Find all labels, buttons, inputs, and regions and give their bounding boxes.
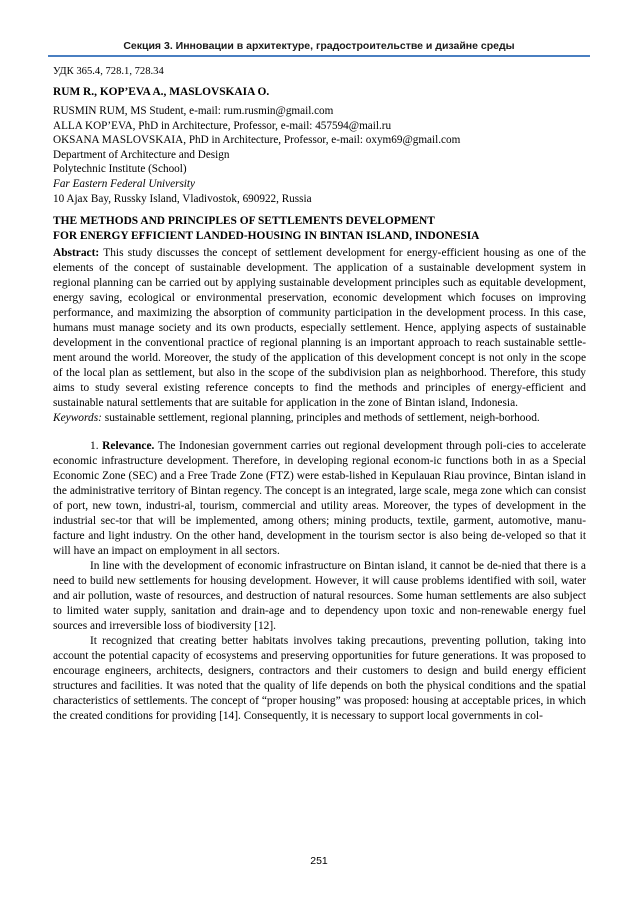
university: Far Eastern Federal University xyxy=(53,177,195,190)
article-body xyxy=(53,64,586,724)
address: 10 Ajax Bay, Russky Island, Vladivostok, 690922, Russia xyxy=(53,192,312,205)
page-number: 251 xyxy=(310,855,328,867)
running-header: Секция 3. Инновации в архитектуре, градостроительстве и дизайне среды xyxy=(123,40,515,52)
abstract-text: This study discusses the concept of settlement development for energy-efficient housing as one of the elements of the concept of sustainable development. The application of a sustainable development system in regional planning can be carried out by applying sustainable development principles such as equitable development, energy saving, ecological or environmental preservation, economic development which focuses on improving performance, and maximizing the absorption of community participation in the development process. In this case, humans must manage society and its own products, especially settlement. Hence, applying aspects of sustainable development in the conventional practice of regional planning is an important approach to reach sustainable settle-ment around the world. Moreover, the study of the application of this development concept is not only in the scope of the local plan as settlement, but also in the scope of the subdivision plan as neighborhood. Therefore, this study aims to study several existing reference concepts to find the methods and principles of energy-efficient and sustainable natural settlements that are suitable for application in the zone of Bintan island, Indonesia. xyxy=(53,247,586,410)
authors-line: RUM R., KOP’EVA A., MASLOVSKAIA O. xyxy=(53,86,270,98)
affiliation-line: OKSANA MASLOVSKAIA, PhD in Architecture, Professor, e-mail: oxym69@gmail.com xyxy=(53,134,461,147)
institute: Polytechnic Institute (School) xyxy=(53,163,187,176)
abstract xyxy=(53,246,586,411)
section-relevance xyxy=(53,439,586,724)
paper-title xyxy=(53,214,586,244)
paper-title-line-2: FOR ENERGY EFFICIENT LANDED-HOUSING IN BINTAN ISLAND, INDONESIA xyxy=(53,230,480,243)
section-heading: Relevance. xyxy=(102,440,155,453)
department: Department of Architecture and Design xyxy=(53,148,230,161)
keywords-text: sustainable settlement, regional planning, principles and methods of settlement, neigh-borhood. xyxy=(101,412,540,425)
author-affiliations xyxy=(53,104,586,206)
udk-code: УДК 365.4, 728.1, 728.34 xyxy=(53,66,164,77)
header-divider xyxy=(48,55,590,57)
affiliation-line: RUSMIN RUM, MS Student, e-mail: rum.rusmin@gmail.com xyxy=(53,105,334,117)
paragraph: It recognized that creating better habitats involves taking precautions, preventing pollution, taking into account the potential capacity of ecosystems and preserving opportunities for future generations. It was proposed to encourage engineers, architects, designers, contractors and their customers to design and build energy efficient structures and facilities. It was noted that the quality of life depends on both the physical conditions and the spatial characteristics of settlements. The concept of “proper housing” was proposed: housing at acceptable prices, in which the created conditions for providing [14]. Consequently, it is necessary to support local governments in col- xyxy=(53,635,586,723)
keywords-label: Keywords: xyxy=(53,412,102,425)
paragraph: In line with the development of economic infrastructure on Bintan island, it cannot be de-nied that there is a need to build new settlements for housing development. However, it will cause problems identified with soil, water and air pollution, waste of resources, and destruction of natural resources. Some human settlements are also subject to limited water supply, sanitation and drain-age and to dependency upon toxic and non-renewable energy fuel sources and irreversible loss of biodiversity [12]. xyxy=(53,560,586,633)
affiliation-line: ALLA KOP’EVA, PhD in Architecture, Professor, e-mail: 457594@mail.ru xyxy=(53,119,392,132)
paper-title-line-1: THE METHODS AND PRINCIPLES OF SETTLEMENTS DEVELOPMENT xyxy=(53,215,435,228)
section-number: 1. xyxy=(90,440,99,453)
paragraph-text: The Indonesian government carries out regional development through poli-cies to accelerate economic infrastructure development. Therefore, in developing regional econom-ic functions both in as a Special Economic Zone (SEC) and a Free Trade Zone (FTZ) were estab-lished in Kepulauan Riau province, Bintan island in the administrative territory of Bintan regency. The concept is an integrated, large scale, mega zone which can consist of port, new town, industri-al, tourism, commercial and utility areas. Moreover, the types of development in the industrial sec-tor that will be implemented, among others; mining products, textile, garment, automotive, manu-facture and light industry. On the other hand, development in the tourism sector is also being de-veloped so that it will have an impact on employment in all sectors. xyxy=(53,440,586,558)
keywords xyxy=(53,411,586,426)
abstract-label: Abstract: xyxy=(53,247,100,260)
paragraph xyxy=(53,439,586,559)
